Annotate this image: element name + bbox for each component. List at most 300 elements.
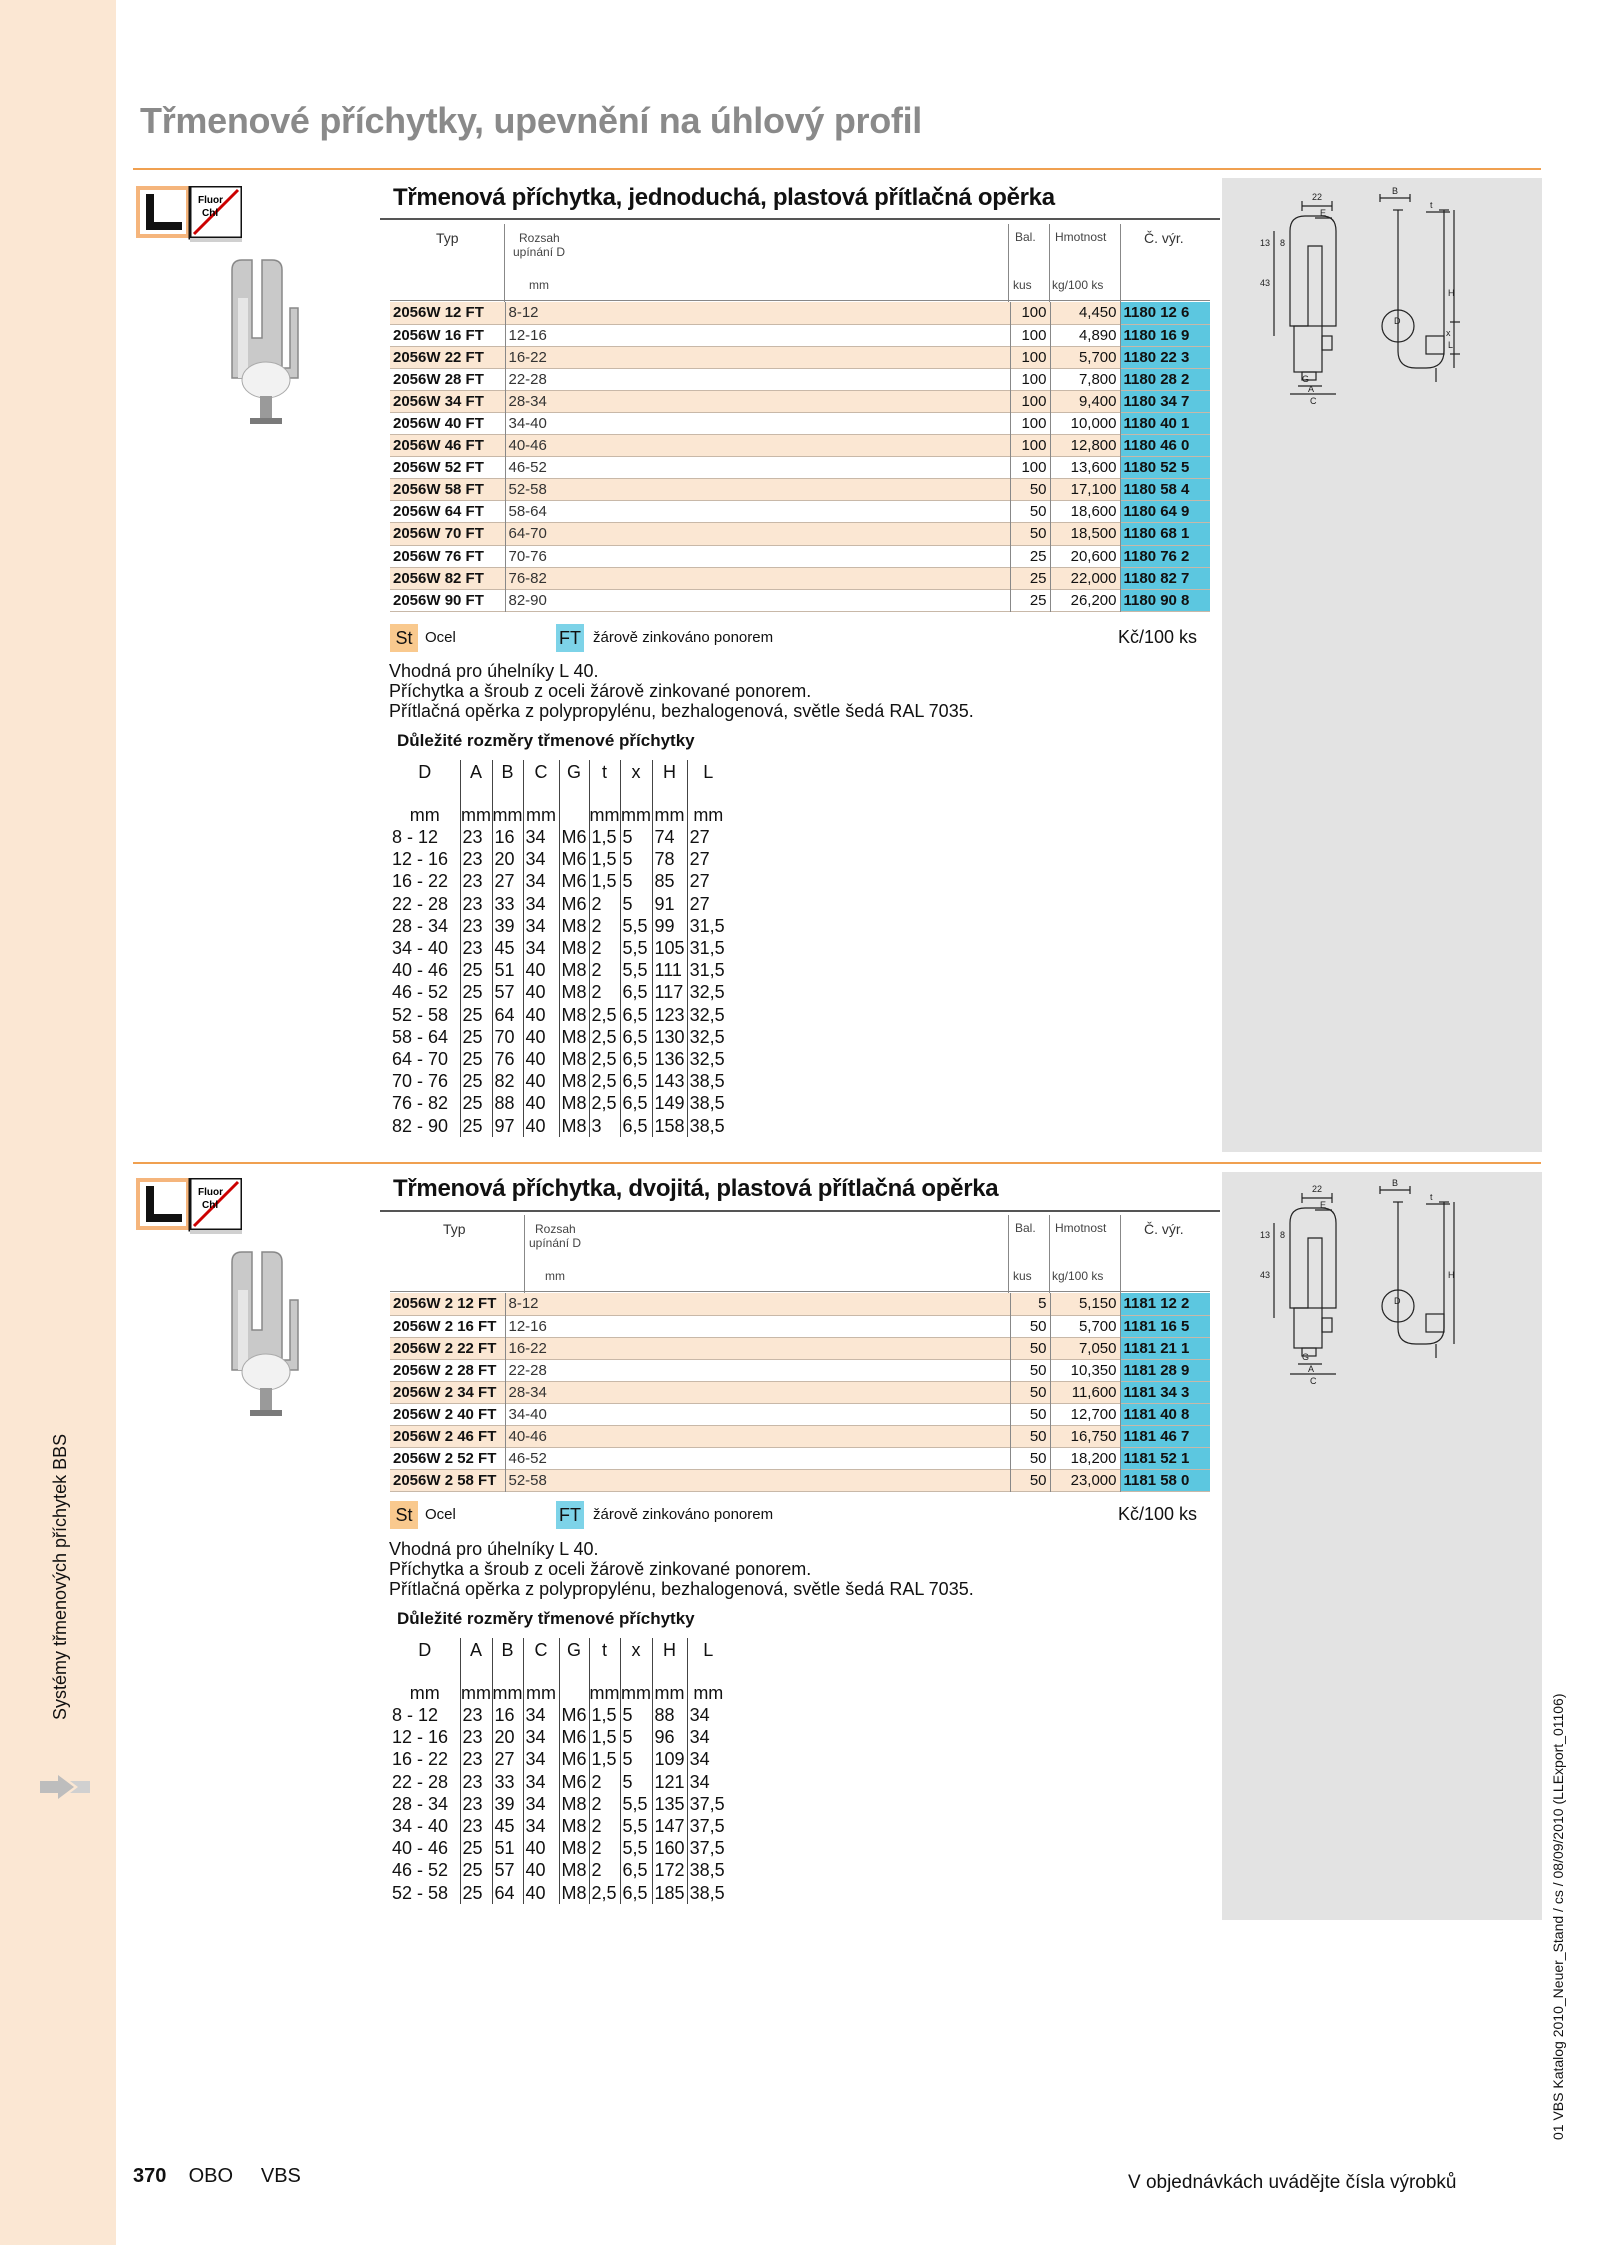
product-cell-bal: 25 [1010,545,1050,567]
product-cell-cv: 1180 76 2 [1120,545,1210,567]
product-cell-cv: 1181 28 9 [1120,1359,1210,1381]
legend-ft-text: žárově zinkováno ponorem [593,1506,774,1523]
dim-row [390,1726,729,1748]
product-cell-rng: 52-58 [505,1470,1010,1492]
product-cell-hm: 7,800 [1050,368,1120,390]
dim-cell: 88 [652,1704,687,1726]
dim-cell: 34 [689,1727,710,1748]
dim-cell: 76 - 82 [390,1092,460,1114]
dim-cell: 6,5 [620,1882,652,1904]
dim-cell: 40 [523,1837,559,1859]
dim-cell: 99 [652,915,687,937]
dim-header: x [620,1638,652,1674]
page-number: 370 [133,2165,167,2187]
dim-cell: M8 [559,915,589,937]
header-typ: Typ [436,230,459,246]
section-divider [133,1162,1541,1164]
dim-cell: 40 [523,1882,559,1904]
dim-header: C [523,1638,559,1674]
dim-cell: 5,5 [620,1837,652,1859]
dim-row [390,1026,729,1048]
dim-header: A [460,760,492,796]
dim-cell: 117 [652,981,687,1003]
dim-cell: 5,5 [620,937,652,959]
technical-drawing-single [1250,186,1460,426]
dim-label-22: 22 [1312,192,1323,202]
dim-cell: 27 [689,849,710,870]
dim-cell: 25 [460,1026,492,1048]
product-cell-typ: 2056W 52 FT [390,457,505,479]
product-cell-rng: 8-12 [505,302,1010,324]
dim-cell: 40 [523,1859,559,1881]
dim-cell: 96 [652,1726,687,1748]
dim-cell: 2 [589,1771,620,1793]
header-divider [1049,1215,1050,1293]
product-cell-cv: 1181 12 2 [1120,1293,1210,1315]
dim-cell: 25 [460,981,492,1003]
product-row [390,1381,1210,1403]
halogen-free-logo [136,186,242,242]
dim-cell: 5,5 [620,959,652,981]
dim-cell: 40 [523,1114,559,1136]
product-cell-cv: 1180 34 7 [1120,390,1210,412]
dim-cell: 40 [523,1048,559,1070]
dim-cell: 25 [460,1859,492,1881]
desc-line: Přítlačná opěrka z polypropylénu, bezhalogenová, světle šedá RAL 7035. [389,1579,974,1599]
product-cell-typ: 2056W 34 FT [390,390,505,412]
dim-row [390,1882,729,1904]
dim-cell: 64 - 70 [390,1048,460,1070]
dim-header: L [687,1638,729,1674]
desc-line: Přítlačná opěrka z polypropylénu, bezhalogenová, světle šedá RAL 7035. [389,701,974,721]
dim-label-d: D [1394,316,1401,326]
dim-cell: 34 [523,893,559,915]
catalog-export-note: 01 VBS Katalog 2010_Neuer_Stand / cs / 08/09/2010 (LLExport_01106) [1550,1693,1566,2140]
product-cell-cv: 1181 52 1 [1120,1448,1210,1470]
product-cell-bal: 50 [1010,1426,1050,1448]
legend-st-text: Ocel [425,629,456,646]
dim-cell: 135 [652,1793,687,1815]
product-cell-hm: 10,000 [1050,412,1120,434]
product-cell-hm: 17,100 [1050,479,1120,501]
dim-label-g: G [1302,1352,1310,1362]
dim-cell: 52 - 58 [390,1882,460,1904]
left-margin-strip [0,0,116,2245]
dim-cell: M6 [559,826,589,848]
header-divider [1049,224,1050,302]
product-cell-bal: 50 [1010,479,1050,501]
product-cell-rng: 8-12 [505,1293,1010,1315]
dim-cell: 39 [492,915,523,937]
legend-st-text: Ocel [425,1506,456,1523]
dim-unit: mm [460,1674,492,1704]
section1-dimension-table [390,760,729,1137]
product-cell-typ: 2056W 46 FT [390,435,505,457]
product-cell-rng: 22-28 [508,1361,547,1379]
dim-cell: 130 [652,1026,687,1048]
product-image-double-clamp [220,1250,310,1420]
dim-cell: 105 [652,937,687,959]
dim-header: G [559,1638,589,1674]
dim-cell: 109 [652,1748,687,1770]
section2-title-underline [380,1210,1220,1212]
header-upinani: upínání D [513,245,566,259]
dim-cell: 40 [523,959,559,981]
dim-cell: 34 [689,1749,710,1770]
badge-st: St [390,624,418,652]
dim-cell: M8 [559,1048,589,1070]
product-cell-typ: 2056W 12 FT [390,302,505,324]
dim-cell: 2 [589,1859,620,1881]
dim-cell: 25 [460,1070,492,1092]
dim-cell: 34 [523,1748,559,1770]
dim-cell: 6,5 [620,1026,652,1048]
product-cell-cv: 1180 12 6 [1120,302,1210,324]
dim-header: B [492,1638,523,1674]
logo-text-1: Fluor [198,195,223,206]
dim-cell: 40 [523,1092,559,1114]
dim-cell: M6 [559,870,589,892]
dim-label-l: L [1448,340,1454,350]
dim-unit: mm [492,1674,523,1704]
product-cell-bal: 100 [1010,346,1050,368]
dim-cell: 160 [652,1837,687,1859]
product-cell-cv: 1180 52 5 [1120,457,1210,479]
dim-cell: 34 [523,848,559,870]
desc-line: Příchytka a šroub z oceli žárově zinkované ponorem. [389,1559,812,1579]
dim-cell: 27 [689,827,710,848]
product-row [390,567,1210,589]
dim-row [390,1070,729,1092]
product-cell-typ: 2056W 2 40 FT [390,1403,505,1425]
footer-left [133,2165,301,2188]
dim-label-x: x [1446,328,1451,338]
header-rozsah: Rozsah [535,1222,576,1236]
product-cell-cv: 1180 28 2 [1120,368,1210,390]
dim-cell: 23 [460,937,492,959]
dim-cell: 82 [492,1070,523,1092]
dim-cell: 32,5 [689,1026,725,1047]
dim-cell: 23 [460,848,492,870]
product-cell-bal: 50 [1010,1448,1050,1470]
dim-label-a: A [1308,1364,1315,1374]
dim-cell: 85 [652,870,687,892]
product-cell-typ: 2056W 2 34 FT [390,1381,505,1403]
dim-cell: 16 - 22 [390,870,460,892]
product-cell-typ: 2056W 2 16 FT [390,1315,505,1337]
product-cell-cv: 1181 16 5 [1120,1315,1210,1337]
product-cell-cv: 1180 16 9 [1120,324,1210,346]
product-cell-typ: 2056W 2 58 FT [390,1470,505,1492]
dim-cell: M8 [559,1092,589,1114]
dim-cell: 23 [460,1793,492,1815]
product-cell-hm: 18,200 [1050,1448,1120,1470]
dim-cell: 5 [620,1748,652,1770]
product-row [390,1470,1210,1492]
product-cell-rng: 28-34 [505,1381,1010,1403]
product-cell-typ: 2056W 82 FT [390,567,505,589]
dim-header: D [390,1638,460,1674]
product-cell-rng: 70-76 [508,547,547,565]
header-divider [524,1215,525,1293]
header-hmotnost: Hmotnost [1055,230,1107,244]
dim-cell: 34 [523,1726,559,1748]
dim-label-13: 13 [1260,1230,1271,1240]
product-cell-cv: 1181 34 3 [1120,1381,1210,1403]
dim-cell: 22 - 28 [390,893,460,915]
dim-cell: 5 [620,1704,652,1726]
product-cell-hm: 22,000 [1050,567,1120,589]
product-cell-bal: 100 [1010,435,1050,457]
dim-cell: 25 [460,1837,492,1859]
dim-row [390,848,729,870]
dim-cell: 38,5 [689,1093,725,1114]
dim-cell: 88 [492,1092,523,1114]
header-rozsah: Rozsah [519,231,560,245]
header-kus: kus [1013,1269,1032,1283]
dim-cell: M6 [559,1704,589,1726]
legend-ft-text: žárově zinkováno ponorem [593,629,774,646]
dim-cell: 32,5 [689,982,725,1003]
dim-row [390,937,729,959]
dim-cell: 33 [492,893,523,915]
dim-cell: M8 [559,1004,589,1026]
product-cell-rng: 46-52 [508,459,547,477]
dim-row [390,1048,729,1070]
dim-cell: 31,5 [689,938,725,959]
dim-cell: M8 [559,1793,589,1815]
product-row [390,457,1210,479]
dim-cell: 23 [460,1726,492,1748]
dim-cell: 40 [523,981,559,1003]
dim-cell: 185 [652,1882,687,1904]
product-cell-hm: 12,700 [1050,1403,1120,1425]
header-cvyr: Č. výr. [1144,230,1184,246]
product-cell-bal: 100 [1010,324,1050,346]
dim-cell: M8 [559,1026,589,1048]
dim-label-43: 43 [1260,278,1271,288]
header-kg: kg/100 ks [1052,1269,1104,1283]
dim-cell: 64 [492,1004,523,1026]
dim-cell: 12 - 16 [390,1726,460,1748]
dim-cell: 5 [620,1771,652,1793]
desc-line: Vhodná pro úhelníky L 40. [389,1539,599,1559]
dim-cell: 37,5 [689,1838,725,1859]
dim-cell: 37,5 [689,1816,725,1837]
product-cell-bal: 100 [1010,457,1050,479]
dim-cell: 3 [589,1114,620,1136]
dim-label-c: C [1310,396,1317,406]
header-cvyr: Č. výr. [1144,1221,1184,1237]
desc-line: Příchytka a šroub z oceli žárově zinkované ponorem. [389,681,812,701]
dim-header: C [523,760,559,796]
product-cell-cv: 1181 46 7 [1120,1426,1210,1448]
dim-cell: 2 [589,959,620,981]
dim-cell: 22 - 28 [390,1771,460,1793]
dim-cell: M6 [559,893,589,915]
dim-cell: 2 [589,893,620,915]
logo-text-2: Chl [202,208,219,219]
dim-cell: 143 [652,1070,687,1092]
dim-cell: 16 [492,826,523,848]
dim-cell: 32,5 [689,1048,725,1069]
dim-cell: 51 [492,959,523,981]
product-cell-hm: 4,450 [1050,302,1120,324]
dim-cell: 40 [523,1070,559,1092]
product-row [390,390,1210,412]
dim-cell: 23 [460,915,492,937]
dim-cell: M8 [559,959,589,981]
dim-unit: mm [492,796,523,826]
product-cell-rng: 28-34 [505,390,1010,412]
header-kus: kus [1013,278,1032,292]
dim-unit: mm [652,1674,687,1704]
dim-row [390,1771,729,1793]
product-cell-typ: 2056W 90 FT [390,589,505,611]
product-cell-bal: 100 [1010,302,1050,324]
dim-cell: 34 [523,915,559,937]
dim-cell: 57 [492,981,523,1003]
dim-row [390,870,729,892]
dim-header: t [589,760,620,796]
dim-cell: 6,5 [620,1048,652,1070]
dim-cell: 1,5 [589,1704,620,1726]
product-cell-hm: 5,150 [1050,1293,1120,1315]
dim-cell: 25 [460,1114,492,1136]
dim-cell: 27 [689,893,710,914]
product-cell-rng: 34-40 [508,415,547,433]
dim-label-c: C [1310,1376,1317,1386]
section2-dim-title: Důležité rozměry třmenové příchytky [397,1609,695,1628]
dim-row [390,1815,729,1837]
product-cell-rng: 52-58 [505,479,1010,501]
header-upinani: upínání D [529,1236,582,1250]
dim-row [390,1092,729,1114]
dim-cell: 23 [460,1748,492,1770]
dim-cell: 5,5 [620,1793,652,1815]
product-row [390,368,1210,390]
dim-cell: 8 - 12 [390,1704,460,1726]
dim-cell: 1,5 [589,848,620,870]
product-cell-cv: 1180 68 1 [1120,523,1210,545]
dim-cell: 6,5 [620,1004,652,1026]
product-cell-rng: 12-16 [508,1317,547,1335]
dim-cell: 34 [523,1793,559,1815]
dim-cell: 76 [492,1048,523,1070]
product-cell-bal: 100 [1010,390,1050,412]
dim-cell: 28 - 34 [390,915,460,937]
product-row [390,545,1210,567]
dim-cell: 2 [589,1815,620,1837]
technical-drawing-double [1250,1178,1460,1418]
dim-cell: 12 - 16 [390,848,460,870]
dim-row [390,826,729,848]
dim-label-a: A [1308,384,1315,394]
dim-unit [559,796,589,826]
dim-cell: 23 [460,826,492,848]
product-cell-rng: 34-40 [508,1406,547,1424]
dim-cell: 34 [523,937,559,959]
product-cell-typ: 2056W 2 28 FT [390,1359,505,1381]
product-cell-bal: 50 [1010,1315,1050,1337]
header-divider [1008,1215,1009,1293]
dim-header: t [589,1638,620,1674]
product-cell-bal: 50 [1010,1403,1050,1425]
logo-text-1: Fluor [198,1187,223,1198]
product-cell-hm: 13,600 [1050,457,1120,479]
product-cell-bal: 25 [1010,589,1050,611]
header-mm: mm [545,1269,565,1283]
product-cell-typ: 2056W 76 FT [390,545,505,567]
product-cell-cv: 1181 40 8 [1120,1403,1210,1425]
dim-cell: 149 [652,1092,687,1114]
product-cell-bal: 25 [1010,567,1050,589]
product-cell-hm: 23,000 [1050,1470,1120,1492]
section2-title: Třmenová příchytka, dvojitá, plastová přítlačná opěrka [393,1175,999,1202]
dim-cell: 5 [620,870,652,892]
dim-cell: 147 [652,1815,687,1837]
dim-cell: 5,5 [620,915,652,937]
dim-cell: 2,5 [589,1026,620,1048]
product-cell-hm: 9,400 [1050,390,1120,412]
dim-header: L [687,760,729,796]
dim-cell: 8 - 12 [390,826,460,848]
product-cell-bal: 100 [1010,412,1050,434]
dim-cell: 37,5 [689,1793,725,1814]
dim-cell: 20 [492,848,523,870]
dim-cell: 82 - 90 [390,1114,460,1136]
dim-cell: 1,5 [589,870,620,892]
dim-cell: 38,5 [689,1071,725,1092]
product-row [390,1293,1210,1315]
dim-cell: 2,5 [589,1048,620,1070]
dim-cell: 25 [460,1048,492,1070]
dim-cell: 40 [523,1004,559,1026]
product-cell-typ: 2056W 58 FT [390,479,505,501]
badge-st: St [390,1501,418,1529]
dim-cell: 2 [589,937,620,959]
product-row [390,1315,1210,1337]
dim-unit: mm [589,1674,620,1704]
product-row [390,1403,1210,1425]
dim-row [390,1004,729,1026]
dim-cell: 70 - 76 [390,1070,460,1092]
product-cell-rng: 82-90 [508,591,547,609]
dim-cell: 2 [589,981,620,1003]
section1-dim-title: Důležité rozměry třmenové příchytky [397,731,695,750]
product-cell-hm: 10,350 [1050,1359,1120,1381]
header-hmotnost: Hmotnost [1055,1221,1107,1235]
dim-cell: 158 [652,1114,687,1136]
product-cell-rng: 22-28 [508,370,547,388]
header-rule [390,300,1210,301]
dim-row [390,1793,729,1815]
product-cell-cv: 1180 64 9 [1120,501,1210,523]
product-cell-hm: 18,500 [1050,523,1120,545]
title-divider [133,168,1541,170]
dim-label-h: H [1448,1270,1455,1280]
dim-row [390,915,729,937]
dim-cell: 38,5 [689,1115,725,1136]
dim-cell: 34 [523,1771,559,1793]
dim-cell: 6,5 [620,1092,652,1114]
product-cell-hm: 5,700 [1050,1315,1120,1337]
product-cell-typ: 2056W 70 FT [390,523,505,545]
dim-header: G [559,760,589,796]
dim-cell: 38,5 [689,1882,725,1903]
dim-cell: 34 [523,870,559,892]
dim-cell: 27 [492,870,523,892]
